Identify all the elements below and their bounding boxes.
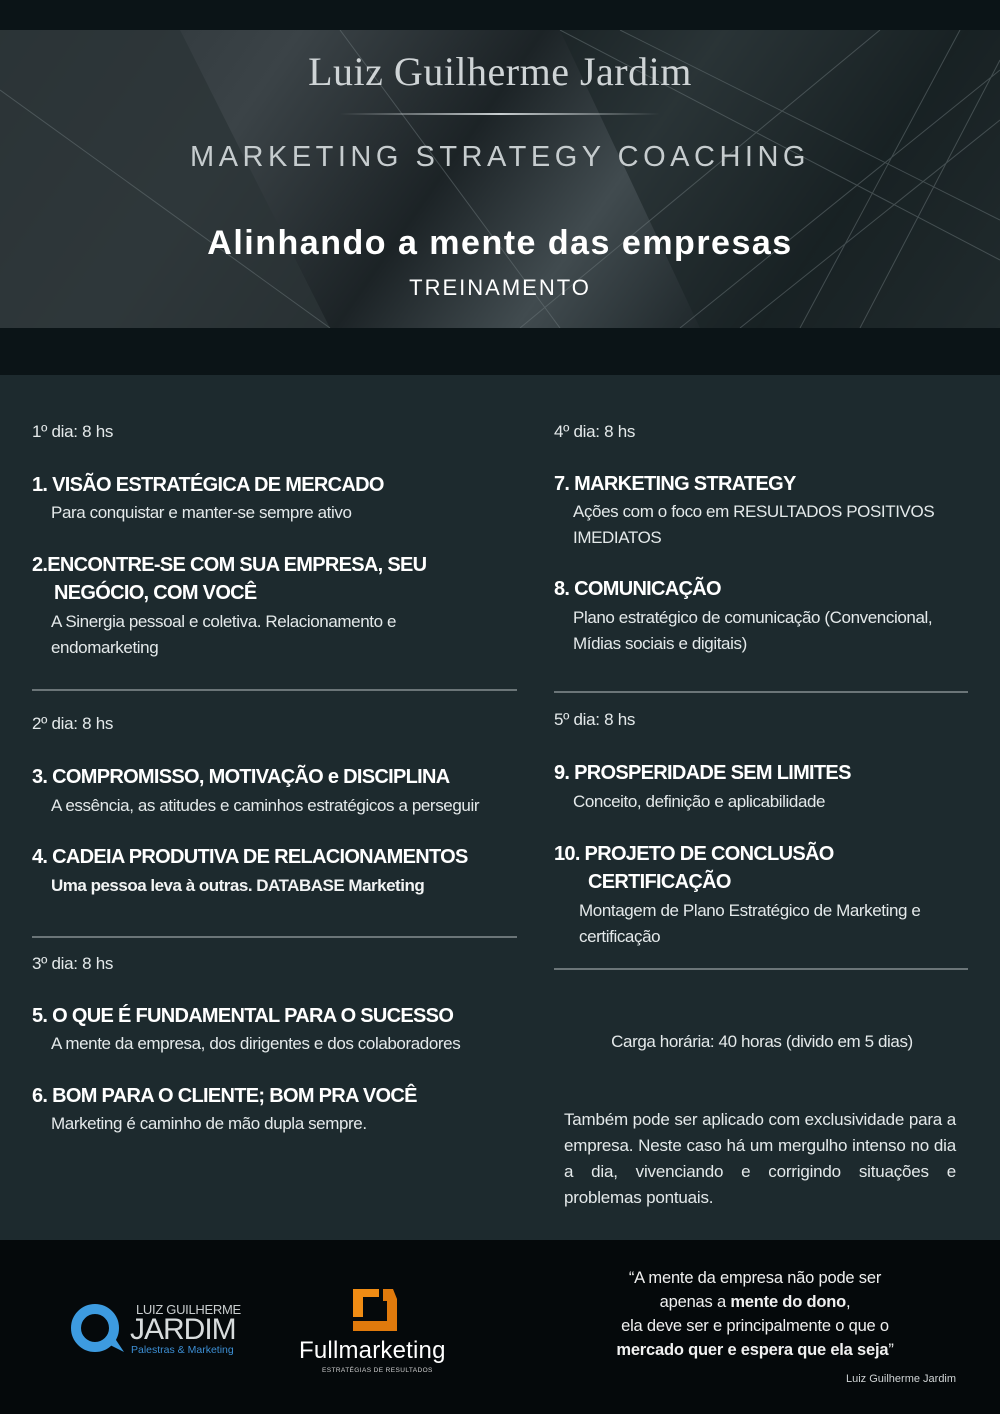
quote-line-3: ela deve ser e principalmente o que o [621, 1317, 889, 1335]
quote-text: apenas a [659, 1293, 731, 1311]
quote-text: , [845, 1293, 851, 1311]
item-5-title: 5. O QUE É FUNDAMENTAL PARA O SUCESSO [32, 1005, 454, 1027]
item-3-title: 3. COMPROMISSO, MOTIVAÇÃO e DISCIPLINA [32, 766, 450, 788]
day-2-label: 2º dia: 8 hs [32, 714, 114, 733]
speech-bubble-q-icon [70, 1302, 124, 1358]
item-8-desc: Plano estratégico de comunicação (Convencional, [573, 608, 933, 627]
logo-top-text: LUIZ GUILHERME [136, 1302, 241, 1317]
item-2-desc: A Sinergia pessoal e coletiva. Relacionamento e [51, 612, 397, 631]
item-7-desc: Ações com o foco em RESULTADOS POSITIVOS [573, 502, 935, 521]
divider [32, 689, 517, 691]
item-5-desc: A mente da empresa, dos dirigentes e dos colaboradores [51, 1034, 461, 1053]
day-1-label: 1º dia: 8 hs [32, 422, 114, 441]
item-6-title: 6. BOM PARA O CLIENTE; BOM PRA VOCÊ [32, 1085, 417, 1107]
item-8-title: 8. COMUNICAÇÃO [554, 578, 721, 600]
logo-tagline: Palestras & Marketing [131, 1344, 234, 1356]
divider [554, 968, 968, 970]
item-7-title: 7. MARKETING STRATEGY [554, 473, 796, 495]
item-9-title: 9. PROSPERIDADE SEM LIMITES [554, 762, 851, 784]
workload: Carga horária: 40 horas (divido em 5 dias) [611, 1032, 913, 1051]
header-divider [340, 113, 660, 115]
item-6-desc: Marketing é caminho de mão dupla sempre. [51, 1114, 367, 1133]
quote-author: Luiz Guilherme Jardim [846, 1373, 957, 1385]
hero-banner [0, 30, 1000, 328]
logo2-tagline: ESTRATÉGIAS DE RESULTADOS [322, 1367, 433, 1374]
divider [554, 691, 968, 693]
quote [560, 1266, 950, 1362]
item-10-title-cont: CERTIFICAÇÃO [588, 871, 731, 893]
item-7-desc-cont: IMEDIATOS [573, 528, 662, 547]
item-10-desc-cont: certificação [579, 927, 661, 946]
item-9-desc: Conceito, definição e aplicabilidade [573, 792, 826, 811]
item-10-desc: Montagem de Plano Estratégico de Marketing e [579, 901, 921, 920]
quote-text: ” [888, 1341, 894, 1359]
quote-line-2 [560, 1290, 950, 1314]
jardim-logo [70, 1300, 241, 1360]
quote-bold: mercado quer e espera que ela seja [616, 1341, 889, 1359]
exclusive-note: Também pode ser aplicado com exclusividade para a empresa. Neste caso há um mergulho intenso no dia a dia, vivenciando e corrigindo situações e problemas pontuais. [564, 1110, 956, 1207]
item-1-title: 1. VISÃO ESTRATÉGICA DE MERCADO [32, 474, 384, 496]
quote-bold: mente do dono [730, 1293, 846, 1311]
item-2-title: 2.ENCONTRE-SE COM SUA EMPRESA, SEU [32, 554, 427, 576]
header-slogan: Alinhando a mente das empresas [207, 224, 793, 262]
item-4-desc: Uma pessoa leva à outras. DATABASE Marketing [51, 876, 425, 895]
item-2-desc-cont: endomarketing [51, 638, 159, 657]
header-type: TREINAMENTO [409, 275, 591, 300]
fullmarketing-logo [296, 1287, 456, 1377]
item-4-title: 4. CADEIA PRODUTIVA DE RELACIONAMENTOS [32, 846, 468, 868]
orange-square-icon [351, 1287, 399, 1335]
item-1-desc: Para conquistar e manter-se sempre ativo [51, 503, 352, 522]
header-name: Luiz Guilherme Jardim [308, 49, 692, 94]
item-8-desc-cont: Mídias sociais e digitais) [573, 634, 747, 653]
logo-main-text: JARDIM [130, 1313, 236, 1346]
day-5-label: 5º dia: 8 hs [554, 710, 636, 729]
day-4-label: 4º dia: 8 hs [554, 422, 636, 441]
item-2-title-cont: NEGÓCIO, COM VOCÊ [54, 582, 257, 604]
quote-line-1: “A mente da empresa não pode ser [628, 1269, 882, 1287]
divider [32, 936, 517, 938]
logo2-main-text: Fullmarketing [299, 1337, 446, 1364]
header-subtitle: MARKETING STRATEGY COACHING [190, 141, 810, 173]
item-10-title: 10. PROJETO DE CONCLUSÃO [554, 843, 834, 865]
top-strip [0, 0, 1000, 30]
quote-line-4 [560, 1338, 950, 1362]
header-band [0, 328, 1000, 375]
item-3-desc: A essência, as atitudes e caminhos estratégicos a perseguir [51, 796, 480, 815]
day-3-label: 3º dia: 8 hs [32, 954, 114, 973]
